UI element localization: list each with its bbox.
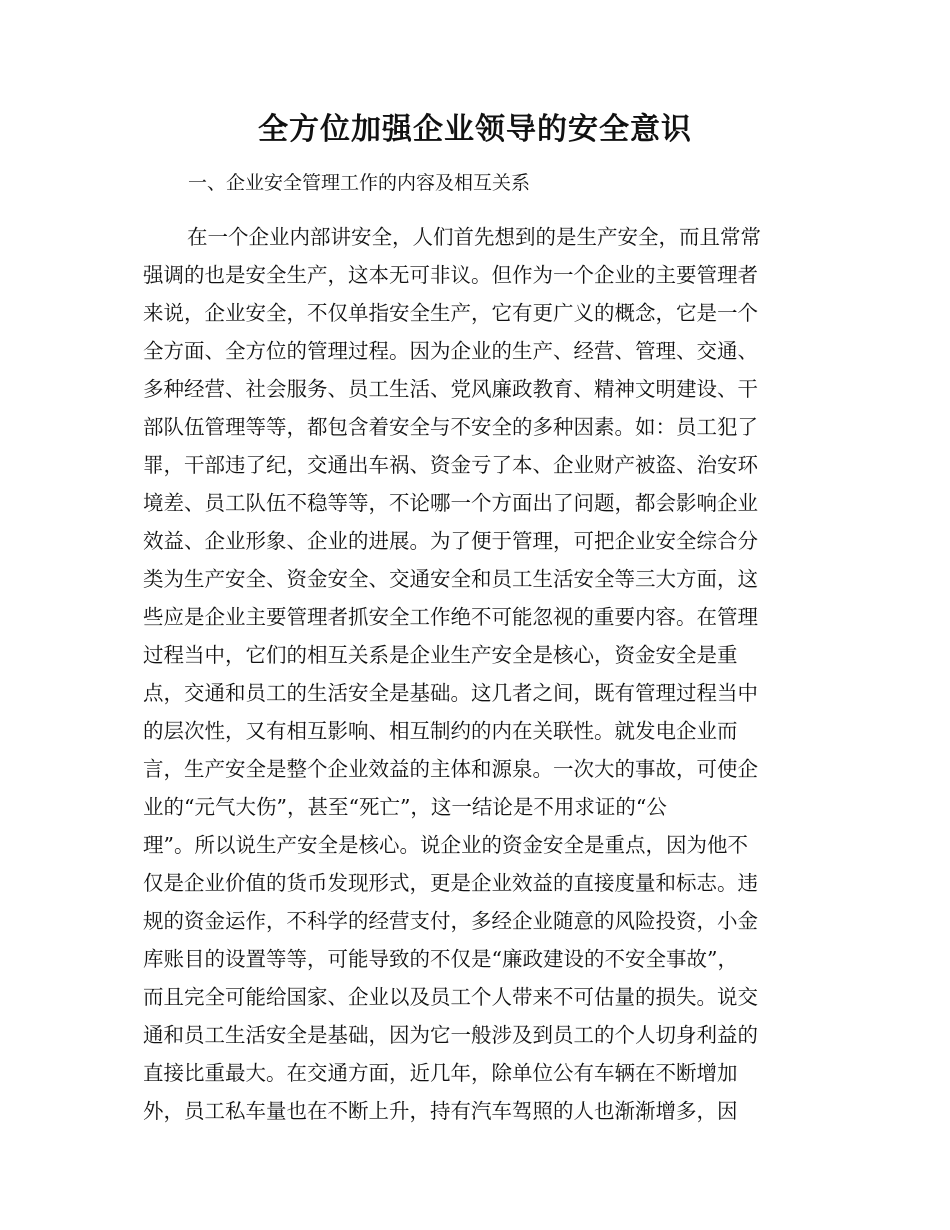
paragraph-line: 通和员工生活安全是基础，因为它一般涉及到员工的个人切身利益的 [143, 1023, 758, 1047]
paragraph-line: 言，生产安全是整个企业效益的主体和源泉。一次大的事故，可使企 [143, 757, 758, 781]
paragraph-line: 外，员工私车量也在不断上升，持有汽车驾照的人也渐渐增多，因 [143, 1099, 738, 1123]
paragraph-line: 业的“元气大伤”，甚至“死亡”，这一结论是不用求证的“公 [143, 795, 667, 819]
paragraph-line: 而且完全可能给国家、企业以及员工个人带来不可估量的损失。说交 [143, 985, 758, 1009]
paragraph-line: 多种经营、社会服务、员工生活、党风廉政教育、精神文明建设、干 [143, 377, 758, 401]
paragraph-line: 库账目的设置等等，可能导致的不仅是“廉政建设的不安全事故”， [143, 947, 738, 971]
section-heading: 一、企业安全管理工作的内容及相互关系 [188, 172, 531, 194]
paragraph-line: 仅是企业价值的货币发现形式，更是企业效益的直接度量和标志。违 [143, 871, 758, 895]
paragraph-line: 部队伍管理等等，都包含着安全与不安全的多种因素。如：员工犯了 [143, 415, 758, 439]
paragraph-line: 境差、员工队伍不稳等等，不论哪一个方面出了问题，都会影响企业 [143, 491, 758, 515]
paragraph-line: 强调的也是安全生产，这本无可非议。但作为一个企业的主要管理者 [143, 263, 758, 287]
paragraph-line: 类为生产安全、资金安全、交通安全和员工生活安全等三大方面，这 [143, 567, 758, 591]
paragraph-line: 点，交通和员工的生活安全是基础。这几者之间，既有管理过程当中 [143, 681, 758, 705]
paragraph-line: 规的资金运作，不科学的经营支付，多经企业随意的风险投资，小金 [143, 909, 758, 933]
paragraph-line: 罪，干部违了纪，交通出车祸、资金亏了本、企业财产被盗、治安环 [143, 453, 758, 477]
paragraph-line: 全方面、全方位的管理过程。因为企业的生产、经营、管理、交通、 [143, 339, 758, 363]
paragraph-line: 的层次性，又有相互影响、相互制约的内在关联性。就发电企业而 [143, 719, 738, 743]
paragraph-line: 在一个企业内部讲安全，人们首先想到的是生产安全，而且常常 [187, 225, 761, 249]
paragraph-line: 过程当中，它们的相互关系是企业生产安全是核心，资金安全是重 [143, 643, 738, 667]
paragraph-line: 理”。所以说生产安全是核心。说企业的资金安全是重点，因为他不 [143, 833, 748, 857]
paragraph [143, 218, 803, 1130]
paragraph-line: 效益、企业形象、企业的进展。为了便于管理，可把企业安全综合分 [143, 529, 758, 553]
paragraph-line: 些应是企业主要管理者抓安全工作绝不可能忽视的重要内容。在管理 [143, 605, 758, 629]
paragraph-line: 直接比重最大。在交通方面，近几年，除单位公有车辆在不断增加 [143, 1061, 738, 1085]
document-title: 全方位加强企业领导的安全意识 [258, 112, 692, 147]
paragraph-line: 来说，企业安全，不仅单指安全生产，它有更广义的概念，它是一个 [143, 301, 758, 325]
